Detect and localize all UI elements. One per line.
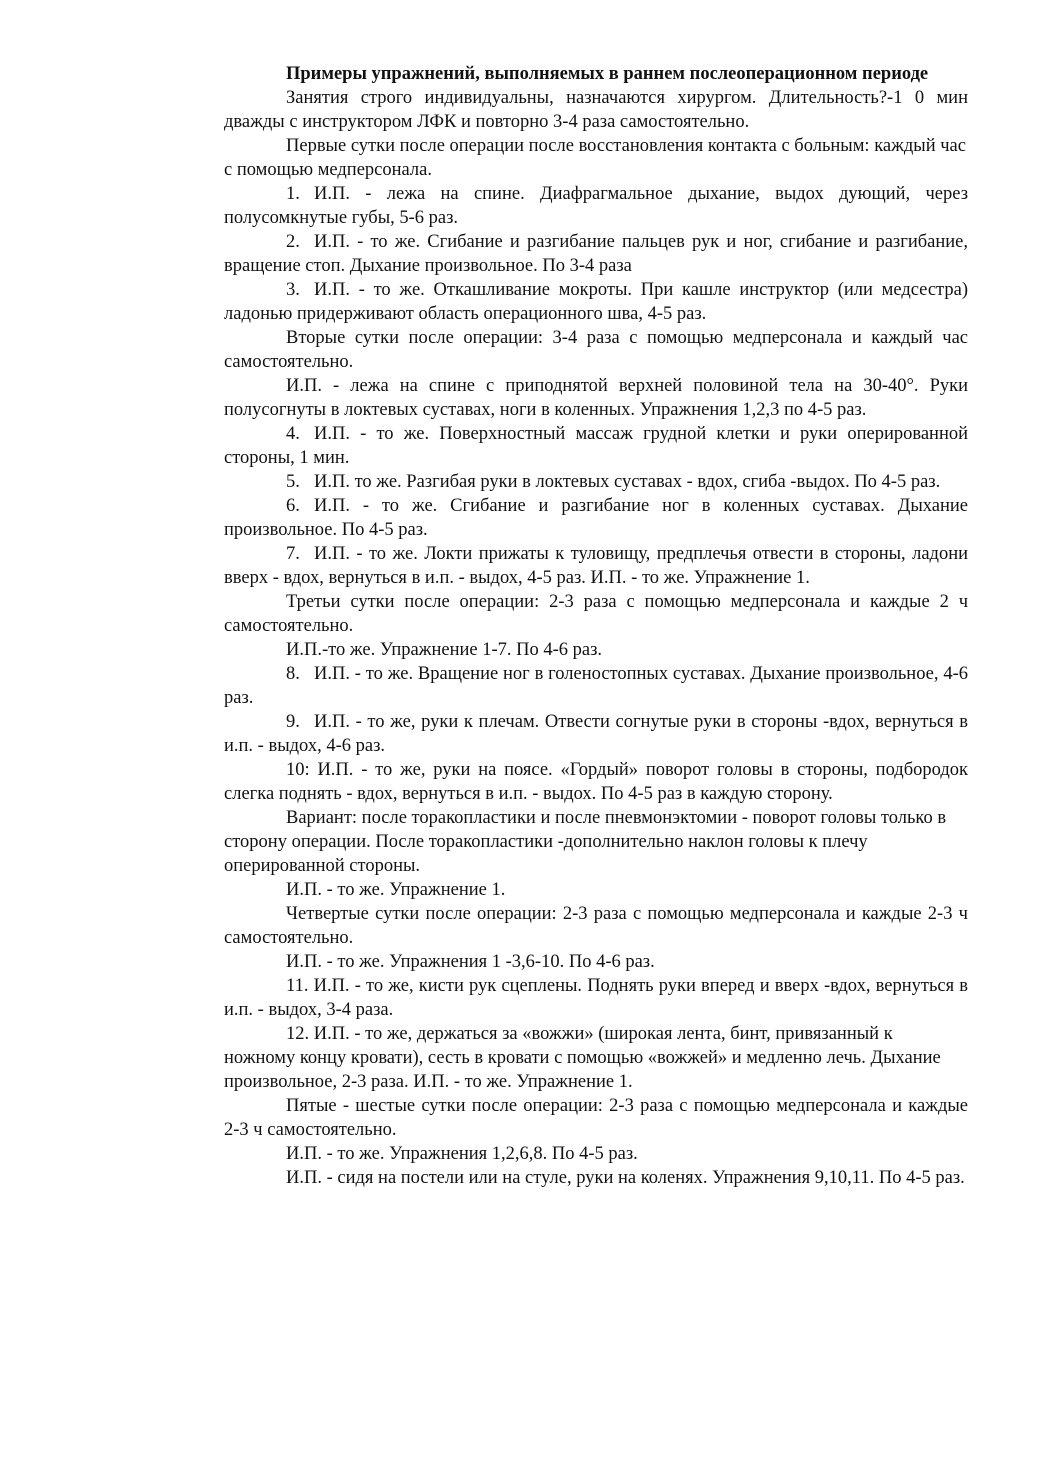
exercise-number: 8. bbox=[286, 664, 300, 684]
paragraph: Первые сутки после операции после восстановления контакта с больным: каждый час с помощью медперсонала. bbox=[224, 136, 966, 180]
document-title: Примеры упражнений, выполняемых в раннем послеоперационном периоде bbox=[286, 64, 929, 84]
exercise-number: 7. bbox=[286, 544, 300, 564]
paragraph: 10: И.П. - то же, руки на поясе. «Гордый» поворот головы в стороны, подбородок слегка поднять - вдох, вернуться в и.п. - выдох. По 4-5 раз в каждую сторону. bbox=[224, 760, 968, 804]
exercise-item bbox=[224, 542, 968, 590]
exercise-item bbox=[224, 710, 968, 758]
exercise-item bbox=[224, 230, 968, 278]
exercise-item bbox=[224, 470, 968, 494]
exercise-item bbox=[224, 494, 968, 542]
document-page bbox=[224, 62, 968, 1190]
document-body bbox=[224, 86, 968, 1190]
exercise-text: И.П. - то же. Сгибание и разгибание ног в коленных суставах. Дыхание произвольное. По 4-5 раз. bbox=[224, 496, 968, 540]
paragraph: Вторые сутки после операции: 3-4 раза с помощью медперсонала и каждый час самостоятельно. bbox=[224, 328, 968, 372]
exercise-item bbox=[224, 278, 968, 326]
exercise-number: 6. bbox=[286, 496, 300, 516]
paragraph: И.П. - сидя на постели или на стуле, руки на коленях. Упражнения 9,10,11. По 4-5 раз. bbox=[286, 1168, 965, 1188]
exercise-text: И.П. - то же. Вращение ног в голеностопных суставах. Дыхание произвольное, 4-6 раз. bbox=[224, 664, 968, 708]
exercise-number: 2. bbox=[286, 232, 300, 252]
paragraph: 12. И.П. - то же, держаться за «вожжи» (широкая лента, бинт, привязанный к ножному концу кровати), сесть в кровати с помощью «вожжей» и медленно лечь. Дыхание произвольное, 2-3 раза. И.П. - то же. Упражнение 1. bbox=[224, 1024, 941, 1092]
paragraph: Четвертые сутки после операции: 2-3 раза с помощью медперсонала и каждые 2-3 ч самостоятельно. bbox=[224, 904, 968, 948]
paragraph: И.П.-то же. Упражнение 1-7. По 4-6 раз. bbox=[286, 640, 603, 660]
exercise-text: И.П. то же. Разгибая руки в локтевых суставах - вдох, сгиба -выдох. По 4-5 раз. bbox=[314, 472, 941, 492]
exercise-text: И.П. - то же, руки к плечам. Отвести согнутые руки в стороны -вдох, вернуться в и.п. - выдох, 4-6 раз. bbox=[224, 712, 968, 756]
exercise-item bbox=[224, 422, 968, 470]
paragraph: И.П. - то же. Упражнения 1,2,6,8. По 4-5 раз. bbox=[286, 1144, 638, 1164]
exercise-item bbox=[224, 662, 968, 710]
exercise-item bbox=[224, 182, 968, 230]
paragraph: Занятия строго индивидуальны, назначаются хирургом. Длительность?-1 0 мин дважды с инструктором ЛФК и повторно 3-4 раза самостоятельно. bbox=[224, 88, 968, 132]
paragraph: И.П. - то же. Упражнения 1 -3,6-10. По 4-6 раз. bbox=[286, 952, 655, 972]
exercise-number: 3. bbox=[286, 280, 300, 300]
exercise-number: 9. bbox=[286, 712, 300, 732]
paragraph: Третьи сутки после операции: 2-3 раза с помощью медперсонала и каждые 2 ч самостоятельно. bbox=[224, 592, 968, 636]
exercise-text: И.П. - то же. Сгибание и разгибание пальцев рук и ног, сгибание и разгибание, вращение стоп. Дыхание произвольное. По 3-4 раза bbox=[224, 232, 968, 276]
exercise-number: 5. bbox=[286, 472, 300, 492]
paragraph: 11. И.П. - то же, кисти рук сцеплены. Поднять руки вперед и вверх -вдох, вернуться в и.п. - выдох, 3-4 раза. bbox=[224, 976, 968, 1020]
exercise-text: И.П. - лежа на спине. Диафрагмальное дыхание, выдох дующий, через полусомкнутые губы, 5-6 раз. bbox=[224, 184, 968, 228]
paragraph: И.П. - лежа на спине с приподнятой верхней половиной тела на 30-40°. Руки полусогнуты в локтевых суставах, ноги в коленных. Упражнения 1,2,3 по 4-5 раз. bbox=[224, 376, 968, 420]
exercise-text: И.П. - то же. Локти прижаты к туловищу, предплечья отвести в стороны, ладони вверх - вдох, вернуться в и.п. - выдох, 4-5 раз. И.П. - то же. Упражнение 1. bbox=[224, 544, 968, 588]
exercise-number: 1. bbox=[286, 184, 300, 204]
paragraph: Пятые - шестые сутки после операции: 2-3 раза с помощью медперсонала и каждые 2-3 ч самостоятельно. bbox=[224, 1096, 968, 1140]
paragraph: Вариант: после торакопластики и после пневмонэктомии - поворот головы только в сторону операции. После торакопластики -дополнительно наклон головы к плечу оперированной стороны. bbox=[224, 808, 947, 876]
exercise-text: И.П. - то же. Откашливание мокроты. При кашле инструктор (или медсестра) ладонью придерживают область операционного шва, 4-5 раз. bbox=[224, 280, 968, 324]
exercise-number: 4. bbox=[286, 424, 300, 444]
paragraph: И.П. - то же. Упражнение 1. bbox=[286, 880, 506, 900]
exercise-text: И.П. - то же. Поверхностный массаж грудной клетки и руки оперированной стороны, 1 мин. bbox=[224, 424, 968, 468]
